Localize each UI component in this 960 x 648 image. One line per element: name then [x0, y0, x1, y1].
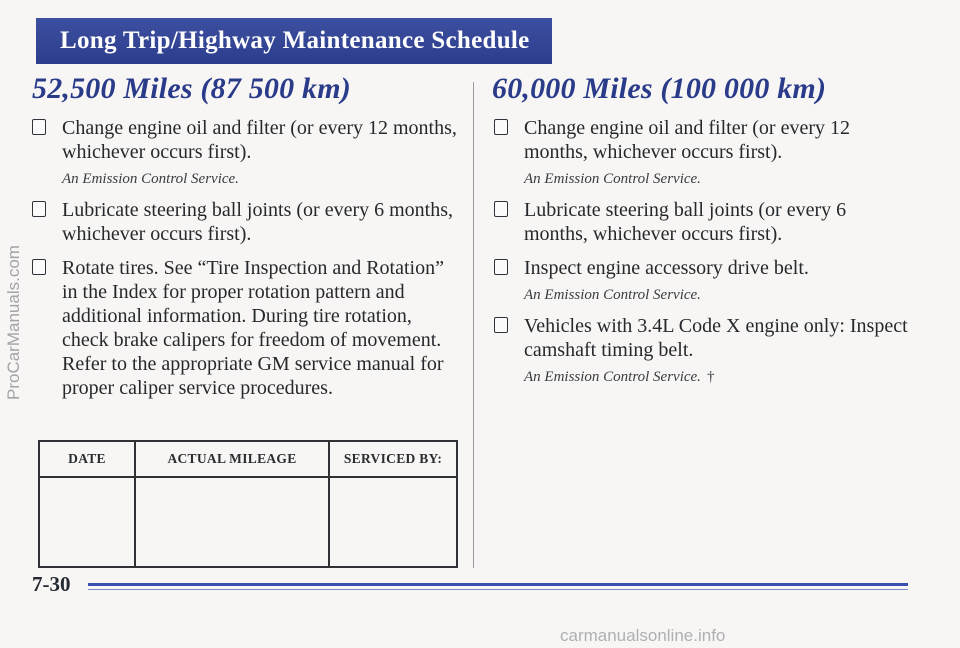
table-row: [39, 477, 457, 567]
dagger-symbol: †: [706, 369, 715, 385]
note-text: An Emission Control Service.: [524, 369, 701, 385]
checkbox[interactable]: [494, 259, 508, 275]
item-note: An Emission Control Service.: [524, 287, 701, 303]
footer-rule: [88, 583, 908, 586]
item-text: Change engine oil and filter (or every 12 months, whichever occurs first).: [62, 117, 457, 163]
list-item: [30, 198, 460, 246]
checklist-60000: [492, 116, 912, 396]
item-text: Inspect engine accessory drive belt.: [524, 257, 809, 279]
list-item: [492, 116, 912, 188]
item-note: An Emission Control Service.: [62, 171, 239, 187]
item-text: Change engine oil and filter (or every 12 months, whichever occurs first).: [524, 117, 850, 163]
mileage-cell[interactable]: [135, 477, 329, 567]
service-log-table: [38, 440, 458, 568]
checkbox[interactable]: [32, 119, 46, 135]
item-text: Vehicles with 3.4L Code X engine only: Inspect camshaft timing belt.: [524, 315, 908, 361]
page-number: 7-30: [32, 572, 71, 596]
item-text: Rotate tires. See “Tire Inspection and Rotation” in the Index for proper rotation pattern and additional information. During tire rotation, check brake calipers for freedom of movement. Refer to the appropriate GM service manual for proper caliper service procedures.: [62, 257, 444, 399]
section-title-52500: 52,500 Miles (87 500 km): [32, 72, 351, 105]
section-title-60000: 60,000 Miles (100 000 km): [492, 72, 827, 105]
item-text: Lubricate steering ball joints (or every 6 months, whichever occurs first).: [524, 199, 847, 245]
list-item: [492, 256, 912, 304]
checklist-52500: [30, 116, 460, 410]
item-note: An Emission Control Service.: [524, 171, 701, 187]
column-divider: [473, 82, 474, 568]
item-text: Lubricate steering ball joints (or every 6 months, whichever occurs first).: [62, 199, 454, 245]
list-item: [492, 314, 912, 386]
page-header: Long Trip/Highway Maintenance Schedule: [36, 18, 552, 64]
list-item: [30, 256, 460, 400]
list-item: [492, 198, 912, 246]
checkbox[interactable]: [32, 201, 46, 217]
table-header-date: DATE: [39, 441, 135, 477]
checkbox[interactable]: [494, 201, 508, 217]
serviced-by-cell[interactable]: [329, 477, 457, 567]
table-header-mileage: ACTUAL MILEAGE: [135, 441, 329, 477]
checkbox[interactable]: [494, 119, 508, 135]
item-note: [524, 368, 912, 386]
checkbox[interactable]: [494, 317, 508, 333]
watermark-bottom: carmanualsonline.info: [560, 626, 726, 645]
date-cell[interactable]: [39, 477, 135, 567]
watermark-side: ProCarManuals.com: [4, 245, 23, 400]
list-item: [30, 116, 460, 188]
table-header-serviced-by: SERVICED BY:: [329, 441, 457, 477]
checkbox[interactable]: [32, 259, 46, 275]
footer-rule-thin: [88, 589, 908, 590]
table-header-row: [39, 441, 457, 477]
